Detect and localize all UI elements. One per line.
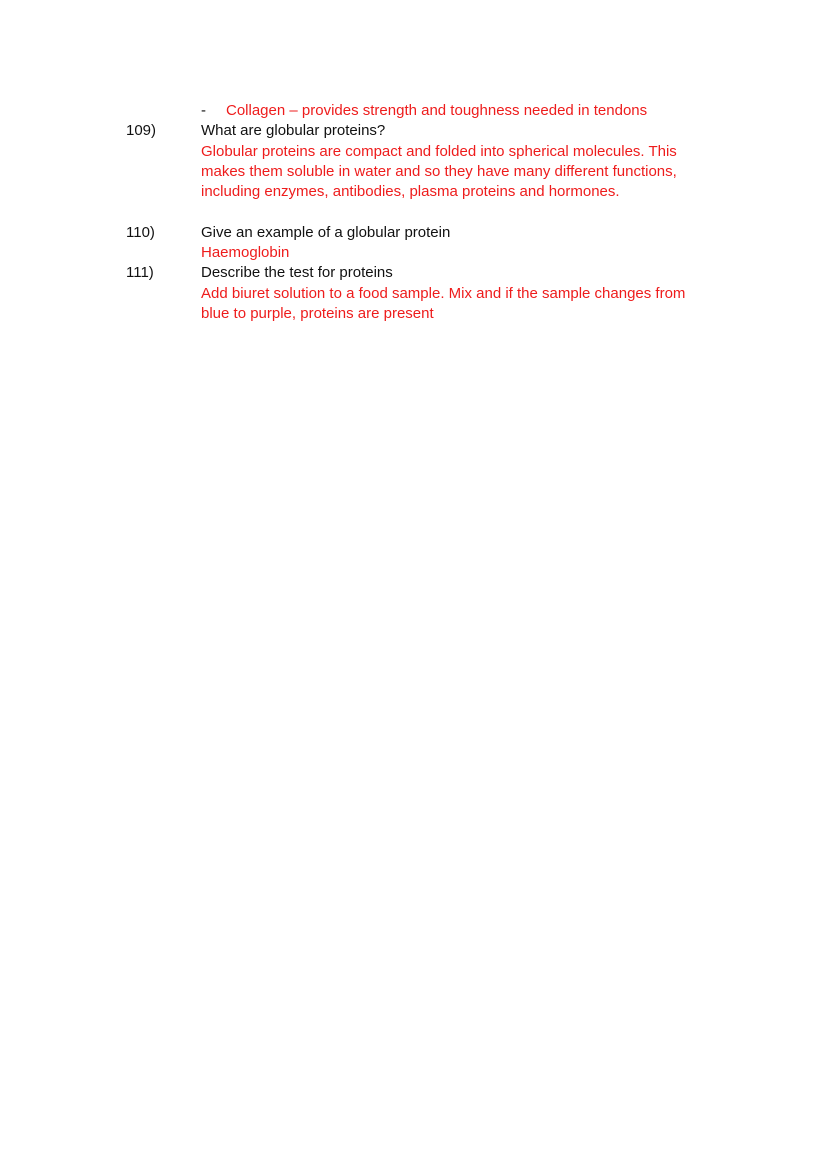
question-number: 110) bbox=[126, 224, 155, 241]
bullet-marker: - bbox=[201, 102, 206, 119]
question-text: Give an example of a globular protein bbox=[201, 224, 451, 241]
answer-line: including enzymes, antibodies, plasma proteins and hormones. bbox=[201, 183, 620, 200]
question-number: 111) bbox=[126, 264, 154, 281]
question-number: 109) bbox=[126, 122, 157, 139]
answer-line: Add biuret solution to a food sample. Mix and if the sample changes from bbox=[201, 285, 686, 302]
question-text: Describe the test for proteins bbox=[201, 264, 393, 281]
answer-line: blue to purple, proteins are present bbox=[201, 305, 434, 322]
answer-line: Globular proteins are compact and folded into spherical molecules. This bbox=[201, 143, 677, 160]
answer-line: makes them soluble in water and so they have many different functions, bbox=[201, 163, 677, 180]
answer-line: Haemoglobin bbox=[201, 244, 290, 261]
bullet-text: Collagen – provides strength and toughness needed in tendons bbox=[226, 102, 648, 119]
question-text: What are globular proteins? bbox=[201, 122, 386, 139]
